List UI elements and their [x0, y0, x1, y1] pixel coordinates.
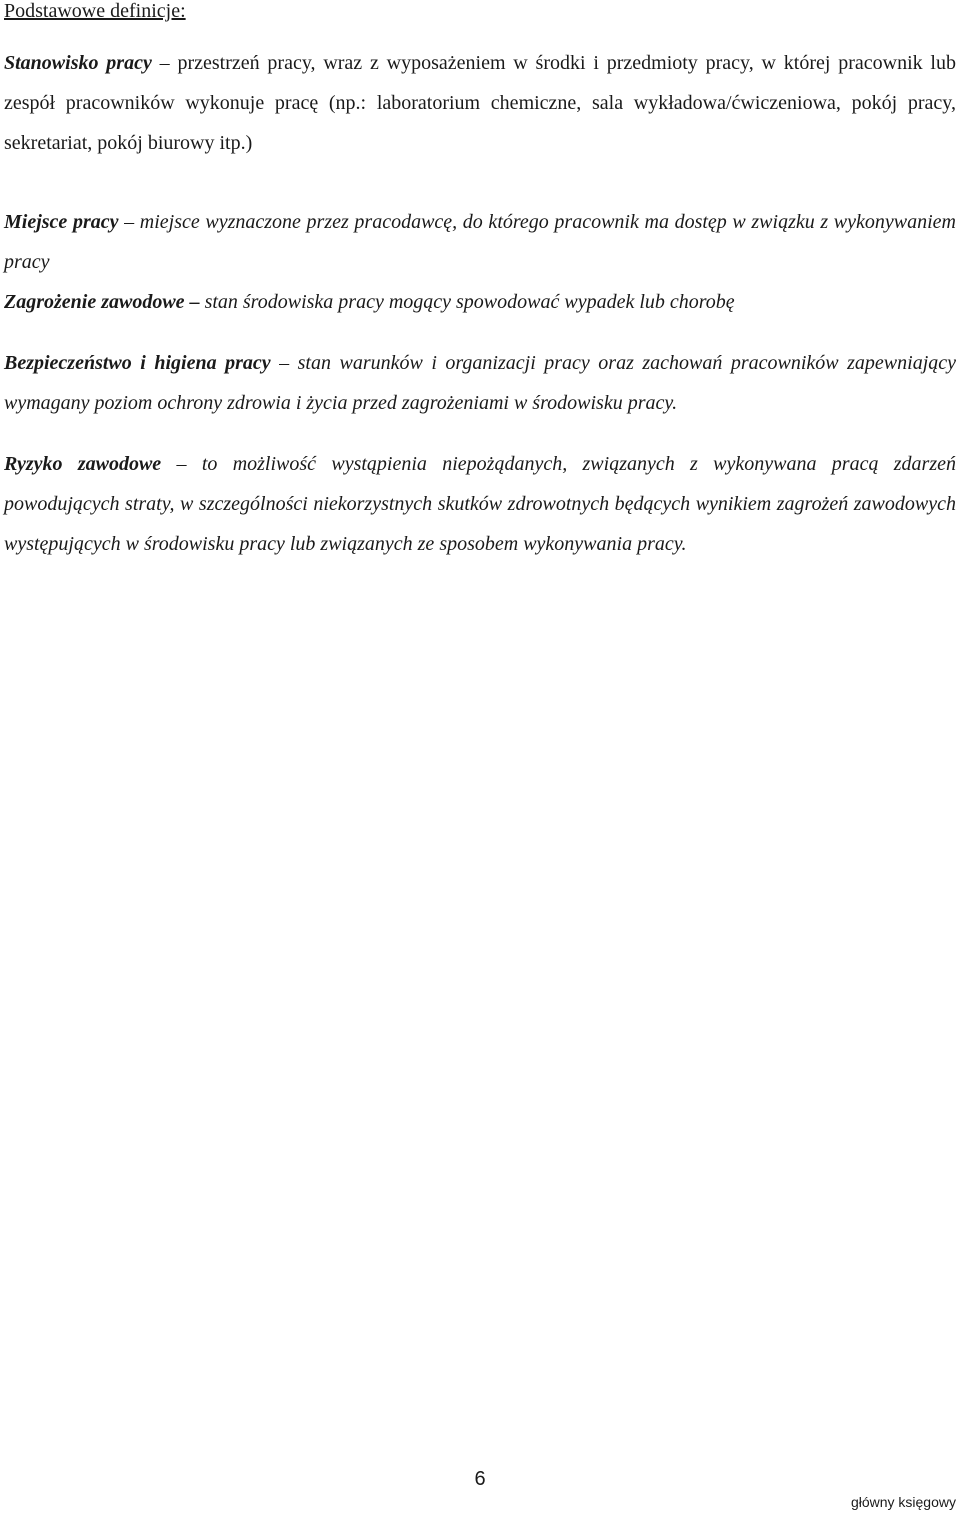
- definition-text: stan środowiska pracy mogący spowodować wypadek lub chorobę: [204, 291, 735, 313]
- document-page: [4, 0, 957, 555]
- definition-stanowisko-pracy: [4, 43, 956, 163]
- definition-ryzyko-zawodowe: [4, 444, 956, 564]
- definition-text: miejsce wyznaczone przez pracodawcę, do którego pracownik ma dostęp w związku z wykonywaniem pracy: [4, 211, 956, 273]
- definition-term: Bezpieczeństwo i higiena pracy: [4, 352, 271, 374]
- definition-text: to możliwość wystąpienia niepożądanych, związanych z wykonywana pracą zdarzeń powodujących straty, w szczególności niekorzystnych skutków zdrowotnych będących wynikiem zagrożeń zawodowych występujących w środowisku pracy lub związanych ze sposobem wykonywania pracy.: [4, 453, 956, 555]
- definition-dash: –: [161, 453, 202, 475]
- definition-bhp: [4, 343, 956, 423]
- definition-term: Ryzyko zawodowe: [4, 453, 162, 475]
- definition-text: stan warunków i organizacji pracy oraz zachowań pracowników zapewniający wymagany poziom ochrony zdrowia i życia przed zagrożeniami w środowisku pracy.: [4, 352, 957, 414]
- definition-miejsce-pracy: [4, 202, 956, 282]
- definition-dash: –: [118, 211, 140, 233]
- definition-dash: –: [184, 291, 205, 313]
- footer-note: główny księgowy: [850, 1494, 956, 1510]
- definition-zagrozenie-zawodowe: [4, 282, 735, 322]
- definition-term: Stanowisko pracy: [4, 52, 152, 74]
- definition-text: przestrzeń pracy, wraz z wyposażeniem w środki i przedmioty pracy, w której pracownik lub zespół pracowników wykonuje pracę (np.: laboratorium chemiczne, sala wykładowa/ćwiczeniowa, pokój pracy, sekretariat, pokój biurowy itp.): [4, 52, 956, 154]
- page-number: 6: [474, 1468, 486, 1490]
- definition-term: Miejsce pracy: [4, 211, 119, 233]
- definition-dash: –: [270, 352, 298, 374]
- section-heading: Podstawowe definicje:: [4, 0, 186, 22]
- definition-term: Zagrożenie zawodowe: [4, 291, 185, 313]
- definition-dash: –: [151, 52, 178, 74]
